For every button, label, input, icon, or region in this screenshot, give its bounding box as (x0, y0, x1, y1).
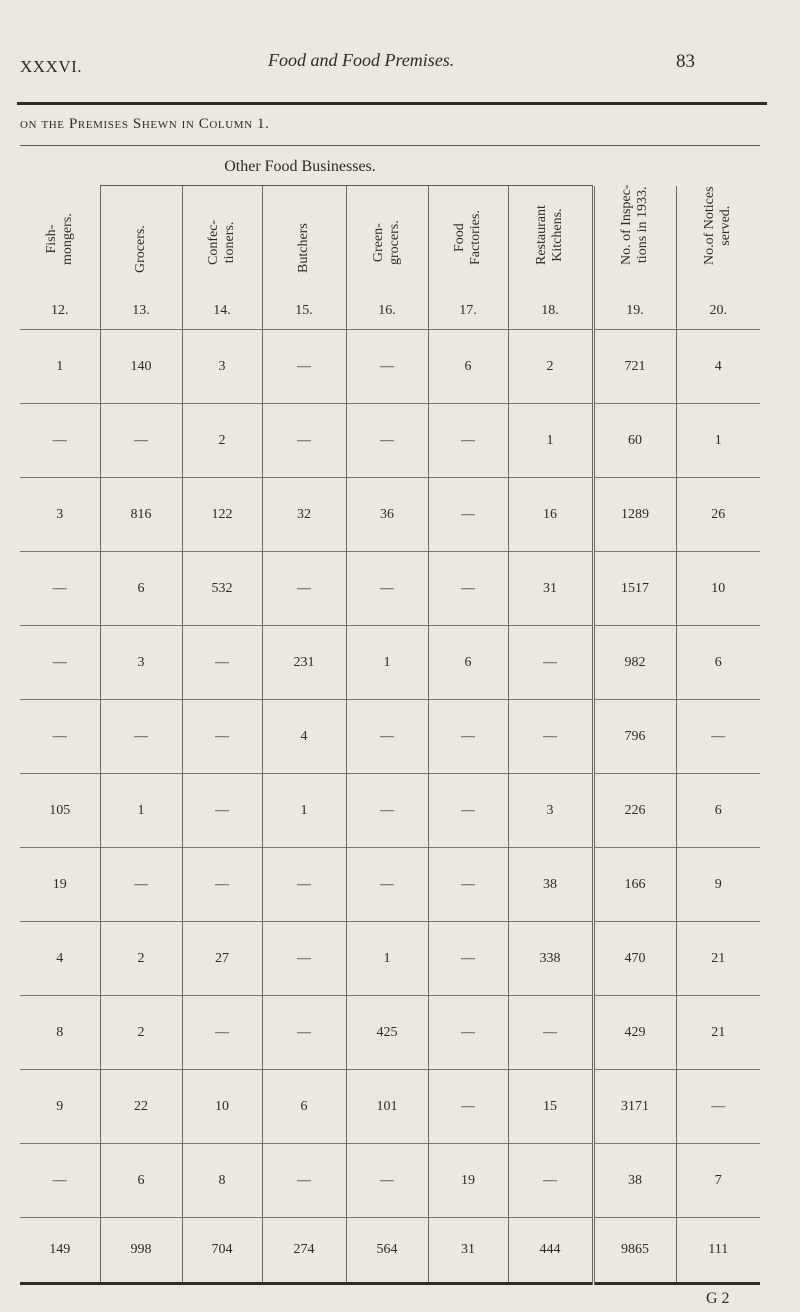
column-number: 19. (626, 303, 644, 318)
table-cell: — (262, 404, 346, 478)
column-number: 17. (459, 303, 477, 318)
table-row (20, 1144, 760, 1218)
table-cell: — (508, 1144, 593, 1218)
table-cell: — (262, 996, 346, 1070)
table-cell: 1 (262, 774, 346, 848)
table-cell: — (346, 330, 428, 404)
table-cell: 1289 (593, 478, 676, 552)
table-cell: — (346, 774, 428, 848)
table-cell: — (428, 1070, 508, 1144)
total-cell: 149 (20, 1218, 100, 1284)
table-cell: — (676, 700, 760, 774)
table-cell: 32 (262, 478, 346, 552)
total-cell: 274 (262, 1218, 346, 1284)
table-cell: 9 (20, 1070, 100, 1144)
total-cell: 111 (676, 1218, 760, 1284)
table-cell: — (346, 700, 428, 774)
table-caption: on the Premises Shewn in Column 1. (20, 116, 270, 132)
table-cell: 122 (182, 478, 262, 552)
table-row (20, 552, 760, 626)
table-cell: 532 (182, 552, 262, 626)
table-row (20, 848, 760, 922)
table-cell: 16 (508, 478, 593, 552)
table-cell: — (346, 404, 428, 478)
table-cell: — (182, 848, 262, 922)
column-label: Food Factories. (452, 210, 483, 265)
table-cell: — (428, 848, 508, 922)
table-cell: 21 (676, 922, 760, 996)
column-header (182, 186, 262, 330)
total-cell: 9865 (593, 1218, 676, 1284)
table-cell: 6 (100, 552, 182, 626)
table-cell: 15 (508, 1070, 593, 1144)
table-cell: 22 (100, 1070, 182, 1144)
table-cell: 60 (593, 404, 676, 478)
total-cell: 564 (346, 1218, 428, 1284)
table-cell: — (20, 1144, 100, 1218)
table-cell: — (20, 404, 100, 478)
table-cell: 1 (346, 626, 428, 700)
header-rule (17, 102, 767, 105)
table-row (20, 626, 760, 700)
table-cell: 19 (20, 848, 100, 922)
table-cell: 1517 (593, 552, 676, 626)
column-label: Fish- mongers. (43, 213, 75, 265)
table-cell: 26 (676, 478, 760, 552)
table-cell: 2 (100, 922, 182, 996)
table-cell: 38 (593, 1144, 676, 1218)
table-cell: 226 (593, 774, 676, 848)
food-premises-table (20, 186, 760, 1285)
table-cell: 796 (593, 700, 676, 774)
table-cell: — (262, 1144, 346, 1218)
column-header (676, 186, 760, 330)
table-cell: 2 (182, 404, 262, 478)
column-header (428, 186, 508, 330)
table-cell: — (346, 552, 428, 626)
table-row (20, 996, 760, 1070)
table-cell: — (428, 404, 508, 478)
table-cell: 6 (428, 626, 508, 700)
table-cell: — (262, 330, 346, 404)
table-cell: — (262, 848, 346, 922)
table-cell: 6 (100, 1144, 182, 1218)
total-cell: 31 (428, 1218, 508, 1284)
table-cell: 8 (20, 996, 100, 1070)
table-cell: — (428, 700, 508, 774)
table-cell: — (100, 848, 182, 922)
table-cell: 1 (100, 774, 182, 848)
table-cell: — (20, 626, 100, 700)
table-cell: 6 (676, 774, 760, 848)
table-cell: 4 (20, 922, 100, 996)
table-cell: 8 (182, 1144, 262, 1218)
table-cell: — (262, 552, 346, 626)
column-label: Grocers. (133, 225, 148, 273)
table-cell: — (346, 1144, 428, 1218)
table-cell: 4 (676, 330, 760, 404)
table-cell: 7 (676, 1144, 760, 1218)
total-cell: 444 (508, 1218, 593, 1284)
table-cell: 4 (262, 700, 346, 774)
table-cell: — (508, 996, 593, 1070)
table-row (20, 478, 760, 552)
column-header (20, 186, 100, 330)
group-heading: Other Food Businesses. (224, 158, 376, 175)
table-cell: 3 (508, 774, 593, 848)
total-cell: 704 (182, 1218, 262, 1284)
column-header (508, 186, 593, 330)
table-cell: 1 (676, 404, 760, 478)
table-cell: 982 (593, 626, 676, 700)
table-cell: 36 (346, 478, 428, 552)
table-cell: 6 (428, 330, 508, 404)
table-cell: — (100, 700, 182, 774)
column-number: 12. (51, 303, 69, 318)
section-number: XXXVI. (20, 57, 83, 76)
signature-mark: G 2 (706, 1290, 730, 1307)
table-cell: 38 (508, 848, 593, 922)
table-cell: 1 (346, 922, 428, 996)
column-header (346, 186, 428, 330)
running-title: Food and Food Premises. (268, 50, 455, 70)
column-header-row (20, 186, 760, 330)
table-cell: — (428, 922, 508, 996)
table-cell: — (100, 404, 182, 478)
table-row (20, 404, 760, 478)
table-cell: — (20, 700, 100, 774)
table-cell: 1 (508, 404, 593, 478)
table-cell: 31 (508, 552, 593, 626)
column-number: 14. (213, 303, 231, 318)
table-cell: 429 (593, 996, 676, 1070)
total-cell: 998 (100, 1218, 182, 1284)
column-number: 15. (295, 303, 313, 318)
table-cell: 3 (100, 626, 182, 700)
table-cell: — (428, 478, 508, 552)
column-label: Restaurant Kitchens. (534, 205, 565, 265)
table-cell: 9 (676, 848, 760, 922)
table-cell: — (182, 774, 262, 848)
table-cell: 2 (508, 330, 593, 404)
table-cell: 3 (20, 478, 100, 552)
table-cell: — (182, 700, 262, 774)
table-cell: — (428, 774, 508, 848)
table-cell: — (428, 996, 508, 1070)
column-label: No.of Notices served. (702, 186, 734, 265)
table-cell: — (428, 552, 508, 626)
table-row (20, 330, 760, 404)
table-cell: — (508, 700, 593, 774)
table-cell: — (508, 626, 593, 700)
column-number: 16. (378, 303, 396, 318)
table-cell: 3 (182, 330, 262, 404)
table-cell: 166 (593, 848, 676, 922)
table-cell: 101 (346, 1070, 428, 1144)
table-cell: 10 (182, 1070, 262, 1144)
table-cell: 1 (20, 330, 100, 404)
table-cell: 470 (593, 922, 676, 996)
table-cell: 140 (100, 330, 182, 404)
table-cell: — (182, 996, 262, 1070)
table-cell: 27 (182, 922, 262, 996)
table-row (20, 700, 760, 774)
table-cell: 19 (428, 1144, 508, 1218)
table-cell: — (20, 552, 100, 626)
table-cell: — (346, 848, 428, 922)
table-cell: 721 (593, 330, 676, 404)
table-cell: 338 (508, 922, 593, 996)
table-cell: 2 (100, 996, 182, 1070)
column-number: 18. (541, 303, 559, 318)
table-row (20, 774, 760, 848)
table-cell: — (262, 922, 346, 996)
table-cell: — (182, 626, 262, 700)
table-cell: 6 (262, 1070, 346, 1144)
column-label: Butchers (296, 223, 311, 273)
table-cell: 105 (20, 774, 100, 848)
table-cell: 10 (676, 552, 760, 626)
column-header (100, 186, 182, 330)
column-label: Green- grocers. (371, 220, 402, 265)
table-cell: 816 (100, 478, 182, 552)
table-cell: — (676, 1070, 760, 1144)
table-cell: 231 (262, 626, 346, 700)
column-number: 13. (132, 303, 150, 318)
column-header (593, 186, 676, 330)
column-number: 20. (709, 303, 727, 318)
page-number: 83 (676, 51, 695, 72)
totals-row (20, 1218, 760, 1284)
table-row (20, 922, 760, 996)
table-cell: 6 (676, 626, 760, 700)
table-cell: 21 (676, 996, 760, 1070)
table-cell: 425 (346, 996, 428, 1070)
table-cell: 3171 (593, 1070, 676, 1144)
column-label: Confec- tioners. (206, 219, 237, 265)
table-row (20, 1070, 760, 1144)
column-header (262, 186, 346, 330)
caption-rule (20, 145, 760, 146)
column-label: No. of Inspec- tions in 1933. (619, 184, 650, 265)
